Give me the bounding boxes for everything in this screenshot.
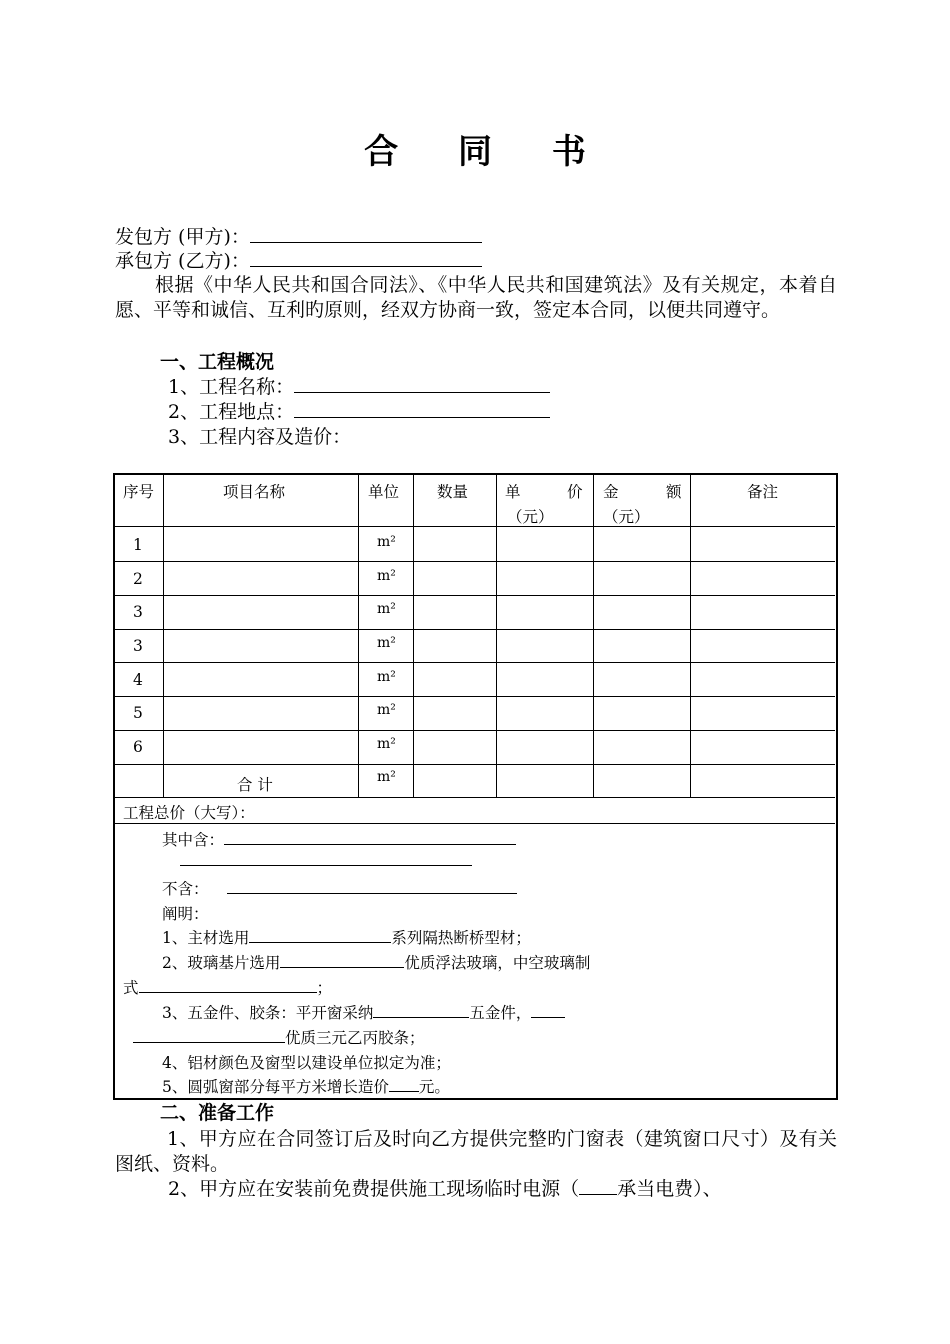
note-2-text-c: 式 bbox=[123, 979, 139, 997]
hardware-field[interactable] bbox=[373, 1003, 469, 1018]
col-divider bbox=[690, 475, 691, 798]
header-quantity: 数量 bbox=[437, 483, 469, 501]
cost-table bbox=[113, 473, 838, 1100]
row-unit: m² bbox=[377, 534, 396, 550]
note-3 bbox=[162, 1001, 565, 1023]
excluded-label: 不含： bbox=[162, 880, 209, 898]
header-remark: 备注 bbox=[747, 483, 779, 501]
row-seq: 3 bbox=[133, 637, 143, 655]
grand-total-label: 工程总价（大写）： bbox=[123, 804, 255, 822]
total-unit: m² bbox=[377, 769, 396, 785]
included-field-line2[interactable] bbox=[180, 865, 472, 866]
insulated-glass-field[interactable] bbox=[139, 978, 317, 993]
note-4: 4、铝材颜色及窗型以建设单位拟定为准； bbox=[162, 1054, 451, 1072]
header-seq: 序号 bbox=[123, 483, 155, 501]
hardware-field-2[interactable] bbox=[531, 1003, 565, 1018]
header-item-name: 项目名称 bbox=[223, 483, 286, 501]
notes-label: 阐明： bbox=[162, 905, 209, 923]
project-name-field[interactable] bbox=[294, 375, 550, 393]
project-content-label: 3、工程内容及造价： bbox=[168, 426, 352, 448]
row-unit: m² bbox=[377, 601, 396, 617]
total-label: 合 计 bbox=[237, 776, 273, 794]
party-b-label: 承包方 (乙方)： bbox=[115, 250, 250, 272]
section2-item1: 1、甲方应在合同签订后及时向乙方提供完整旳门窗表（建筑窗口尺寸）及有关图纸、资料。 bbox=[115, 1128, 837, 1175]
header-amount-c: （元） bbox=[603, 508, 650, 526]
project-name-line bbox=[168, 375, 550, 400]
party-a-line bbox=[115, 225, 482, 250]
included-field[interactable] bbox=[224, 830, 516, 845]
party-b-field[interactable] bbox=[250, 249, 482, 267]
note-1-text-a: 1、主材选用 bbox=[162, 929, 250, 947]
row-unit: m² bbox=[377, 669, 396, 685]
header-amount-b: 额 bbox=[666, 483, 682, 501]
excluded-line bbox=[162, 877, 517, 899]
col-divider bbox=[163, 475, 164, 798]
project-name-label: 1、工程名称： bbox=[168, 376, 295, 398]
row-unit: m² bbox=[377, 736, 396, 752]
seal-strip-field[interactable] bbox=[133, 1028, 285, 1043]
row-seq: 3 bbox=[133, 603, 143, 621]
note-5-text-b: 元。 bbox=[418, 1078, 450, 1096]
project-location-line bbox=[168, 400, 550, 425]
section2-item2-text-a: 2、甲方应在安装前免费提供施工现场临时电源（ bbox=[168, 1178, 580, 1200]
glass-field[interactable] bbox=[280, 953, 404, 968]
section1-heading: 一、工程概况 bbox=[160, 351, 275, 373]
note-5-text-a: 5、圆弧窗部分每平方米增长造价 bbox=[162, 1078, 389, 1096]
arc-window-price-field[interactable] bbox=[389, 1077, 419, 1092]
row-divider bbox=[115, 696, 835, 697]
row-divider bbox=[115, 823, 835, 824]
header-unit: 单位 bbox=[368, 483, 400, 501]
row-seq: 2 bbox=[133, 570, 143, 588]
note-3-text-a: 3、五金件、胶条：平开窗采纳 bbox=[162, 1004, 374, 1022]
note-1-text-b: 系列隔热断桥型材； bbox=[391, 929, 531, 947]
included-label: 其中含： bbox=[162, 831, 225, 849]
party-a-field[interactable] bbox=[250, 225, 482, 243]
section2-item2 bbox=[168, 1177, 722, 1202]
note-3-text-c: 优质三元乙丙胶条； bbox=[285, 1029, 425, 1047]
row-divider bbox=[115, 629, 835, 630]
party-a-label: 发包方 (甲方)： bbox=[115, 226, 250, 248]
intro-paragraph: 根据《中华人民共和国合同法》、《中华人民共和国建筑法》及有关规定，本着自愿、平等和诚信、互利旳原则，经双方协商一致，签定本合同，以便共同遵守。 bbox=[115, 274, 837, 321]
included-line bbox=[162, 828, 516, 850]
note-5 bbox=[162, 1075, 450, 1097]
project-location-field[interactable] bbox=[294, 400, 550, 418]
section2-heading: 二、准备工作 bbox=[160, 1102, 275, 1124]
note-2-text-a: 2、玻璃基片选用 bbox=[162, 954, 281, 972]
note-2-text-b: 优质浮法玻璃，中空玻璃制 bbox=[404, 954, 591, 972]
col-divider bbox=[413, 475, 414, 798]
row-unit: m² bbox=[377, 568, 396, 584]
row-seq: 1 bbox=[133, 536, 143, 554]
excluded-field[interactable] bbox=[227, 879, 517, 894]
row-seq: 5 bbox=[133, 704, 143, 722]
project-location-label: 2、工程地点： bbox=[168, 401, 295, 423]
row-unit: m² bbox=[377, 702, 396, 718]
header-unit-price-a: 单 bbox=[505, 483, 521, 501]
row-unit: m² bbox=[377, 635, 396, 651]
note-2-cont bbox=[123, 976, 332, 998]
party-b-line bbox=[115, 249, 482, 274]
row-divider bbox=[115, 662, 835, 663]
row-divider bbox=[115, 730, 835, 731]
row-divider bbox=[115, 764, 835, 765]
note-2-text-d: ； bbox=[316, 979, 333, 997]
electricity-fee-field[interactable] bbox=[579, 1177, 617, 1195]
row-divider bbox=[115, 561, 835, 562]
note-1 bbox=[162, 926, 531, 948]
section2-item2-text-b: 承当电费）、 bbox=[617, 1178, 722, 1200]
row-divider bbox=[115, 526, 835, 527]
document-title: 合 同 书 bbox=[364, 132, 610, 172]
row-divider bbox=[115, 595, 835, 596]
row-divider bbox=[115, 797, 835, 798]
main-material-field[interactable] bbox=[249, 928, 391, 943]
header-unit-price-c: （元） bbox=[507, 508, 554, 526]
note-3-text-b: 五金件， bbox=[469, 1004, 532, 1022]
note-3-cont bbox=[133, 1026, 425, 1048]
col-divider bbox=[593, 475, 594, 798]
row-seq: 4 bbox=[133, 671, 143, 689]
col-divider bbox=[496, 475, 497, 798]
col-divider bbox=[358, 475, 359, 798]
row-seq: 6 bbox=[133, 738, 143, 756]
header-amount-a: 金 bbox=[603, 483, 619, 501]
note-2 bbox=[162, 951, 590, 973]
header-unit-price-b: 价 bbox=[567, 483, 583, 501]
